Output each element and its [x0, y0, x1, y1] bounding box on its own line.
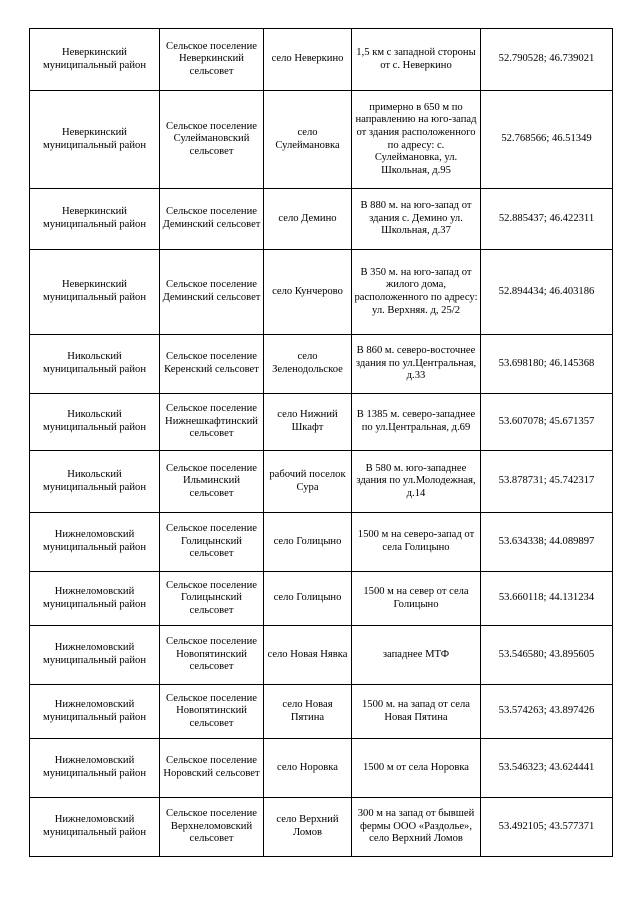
table-row [30, 91, 613, 189]
district-cell: Никольский муниципальный район [30, 451, 160, 513]
locality-cell: село Норовка [264, 739, 352, 798]
table-row [30, 29, 613, 91]
settlement-cell: Сельское поселение Керенский сельсовет [160, 335, 264, 394]
settlement-cell: Сельское поселение Норовский сельсовет [160, 739, 264, 798]
district-cell: Нижнеломовский муниципальный район [30, 626, 160, 685]
coordinates-cell: 53.574263; 43.897426 [481, 685, 613, 739]
settlement-cell: Сельское поселение Нижнешкафтинский сельсовет [160, 394, 264, 451]
description-cell: 1500 м от села Норовка [352, 739, 481, 798]
settlement-cell: Сельское поселение Деминский сельсовет [160, 189, 264, 250]
description-cell: примерно в 650 м по направлению на юго-запад от здания расположенного по адресу: с. Сулеймановка, ул. Школьная, д.95 [352, 91, 481, 189]
district-cell: Неверкинский муниципальный район [30, 91, 160, 189]
locality-cell: село Неверкино [264, 29, 352, 91]
district-cell: Неверкинский муниципальный район [30, 250, 160, 335]
description-cell: 1500 м. на запад от села Новая Пятина [352, 685, 481, 739]
coordinates-cell: 52.768566; 46.51349 [481, 91, 613, 189]
description-cell: В 1385 м. северо-западнее по ул.Центральная, д.69 [352, 394, 481, 451]
settlement-cell: Сельское поселение Ильминский сельсовет [160, 451, 264, 513]
locality-cell: рабочий поселок Сура [264, 451, 352, 513]
coordinates-cell: 53.492105; 43.577371 [481, 798, 613, 857]
description-cell: 1,5 км с западной стороны от с. Неверкино [352, 29, 481, 91]
description-cell: 1500 м на север от села Голицыно [352, 572, 481, 626]
locality-cell: село Кунчерово [264, 250, 352, 335]
coordinates-cell: 53.878731; 45.742317 [481, 451, 613, 513]
table-body [30, 29, 613, 857]
table-row [30, 250, 613, 335]
table-row [30, 685, 613, 739]
settlement-cell: Сельское поселение Новопятинский сельсовет [160, 685, 264, 739]
district-cell: Нижнеломовский муниципальный район [30, 798, 160, 857]
description-cell: западнее МТФ [352, 626, 481, 685]
coordinates-cell: 53.607078; 45.671357 [481, 394, 613, 451]
district-cell: Никольский муниципальный район [30, 335, 160, 394]
table-row [30, 798, 613, 857]
coordinates-cell: 53.546580; 43.895605 [481, 626, 613, 685]
locality-cell: село Демино [264, 189, 352, 250]
table-row [30, 394, 613, 451]
district-cell: Неверкинский муниципальный район [30, 29, 160, 91]
coordinates-cell: 52.885437; 46.422311 [481, 189, 613, 250]
locality-cell: село Голицыно [264, 513, 352, 572]
description-cell: В 350 м. на юго-запад от жилого дома, расположенного по адресу: ул. Верхняя. д, 25/2 [352, 250, 481, 335]
settlement-cell: Сельское поселение Голицынский сельсовет [160, 513, 264, 572]
locality-cell: село Зеленодольское [264, 335, 352, 394]
settlement-cell: Сельское поселение Голицынский сельсовет [160, 572, 264, 626]
table-row [30, 451, 613, 513]
locations-table [29, 28, 613, 857]
table-row [30, 739, 613, 798]
settlement-cell: Сельское поселение Верхнеломовский сельсовет [160, 798, 264, 857]
table-row [30, 626, 613, 685]
locality-cell: село Нижний Шкафт [264, 394, 352, 451]
coordinates-cell: 53.546323; 43.624441 [481, 739, 613, 798]
coordinates-cell: 52.790528; 46.739021 [481, 29, 613, 91]
settlement-cell: Сельское поселение Деминский сельсовет [160, 250, 264, 335]
district-cell: Нижнеломовский муниципальный район [30, 572, 160, 626]
description-cell: В 880 м. на юго-запад от здания с. Демино ул. Школьная, д.37 [352, 189, 481, 250]
locality-cell: село Новая Пятина [264, 685, 352, 739]
district-cell: Никольский муниципальный район [30, 394, 160, 451]
settlement-cell: Сельское поселение Сулеймановский сельсовет [160, 91, 264, 189]
description-cell: 1500 м на северо-запад от села Голицыно [352, 513, 481, 572]
table-row [30, 335, 613, 394]
locality-cell: село Новая Нявка [264, 626, 352, 685]
table-row [30, 572, 613, 626]
coordinates-cell: 53.660118; 44.131234 [481, 572, 613, 626]
district-cell: Нижнеломовский муниципальный район [30, 685, 160, 739]
table-row [30, 189, 613, 250]
settlement-cell: Сельское поселение Новопятинский сельсовет [160, 626, 264, 685]
locality-cell: село Сулеймановка [264, 91, 352, 189]
description-cell: 300 м на запад от бывшей фермы ООО «Раздолье», село Верхний Ломов [352, 798, 481, 857]
settlement-cell: Сельское поселение Неверкинский сельсовет [160, 29, 264, 91]
district-cell: Нижнеломовский муниципальный район [30, 739, 160, 798]
description-cell: В 860 м. северо-восточнее здания по ул.Центральная, д.33 [352, 335, 481, 394]
locality-cell: село Голицыно [264, 572, 352, 626]
table-row [30, 513, 613, 572]
description-cell: В 580 м. юго-западнее здания по ул.Молодежная, д.14 [352, 451, 481, 513]
district-cell: Неверкинский муниципальный район [30, 189, 160, 250]
district-cell: Нижнеломовский муниципальный район [30, 513, 160, 572]
coordinates-cell: 52.894434; 46.403186 [481, 250, 613, 335]
coordinates-cell: 53.634338; 44.089897 [481, 513, 613, 572]
coordinates-cell: 53.698180; 46.145368 [481, 335, 613, 394]
locality-cell: село Верхний Ломов [264, 798, 352, 857]
